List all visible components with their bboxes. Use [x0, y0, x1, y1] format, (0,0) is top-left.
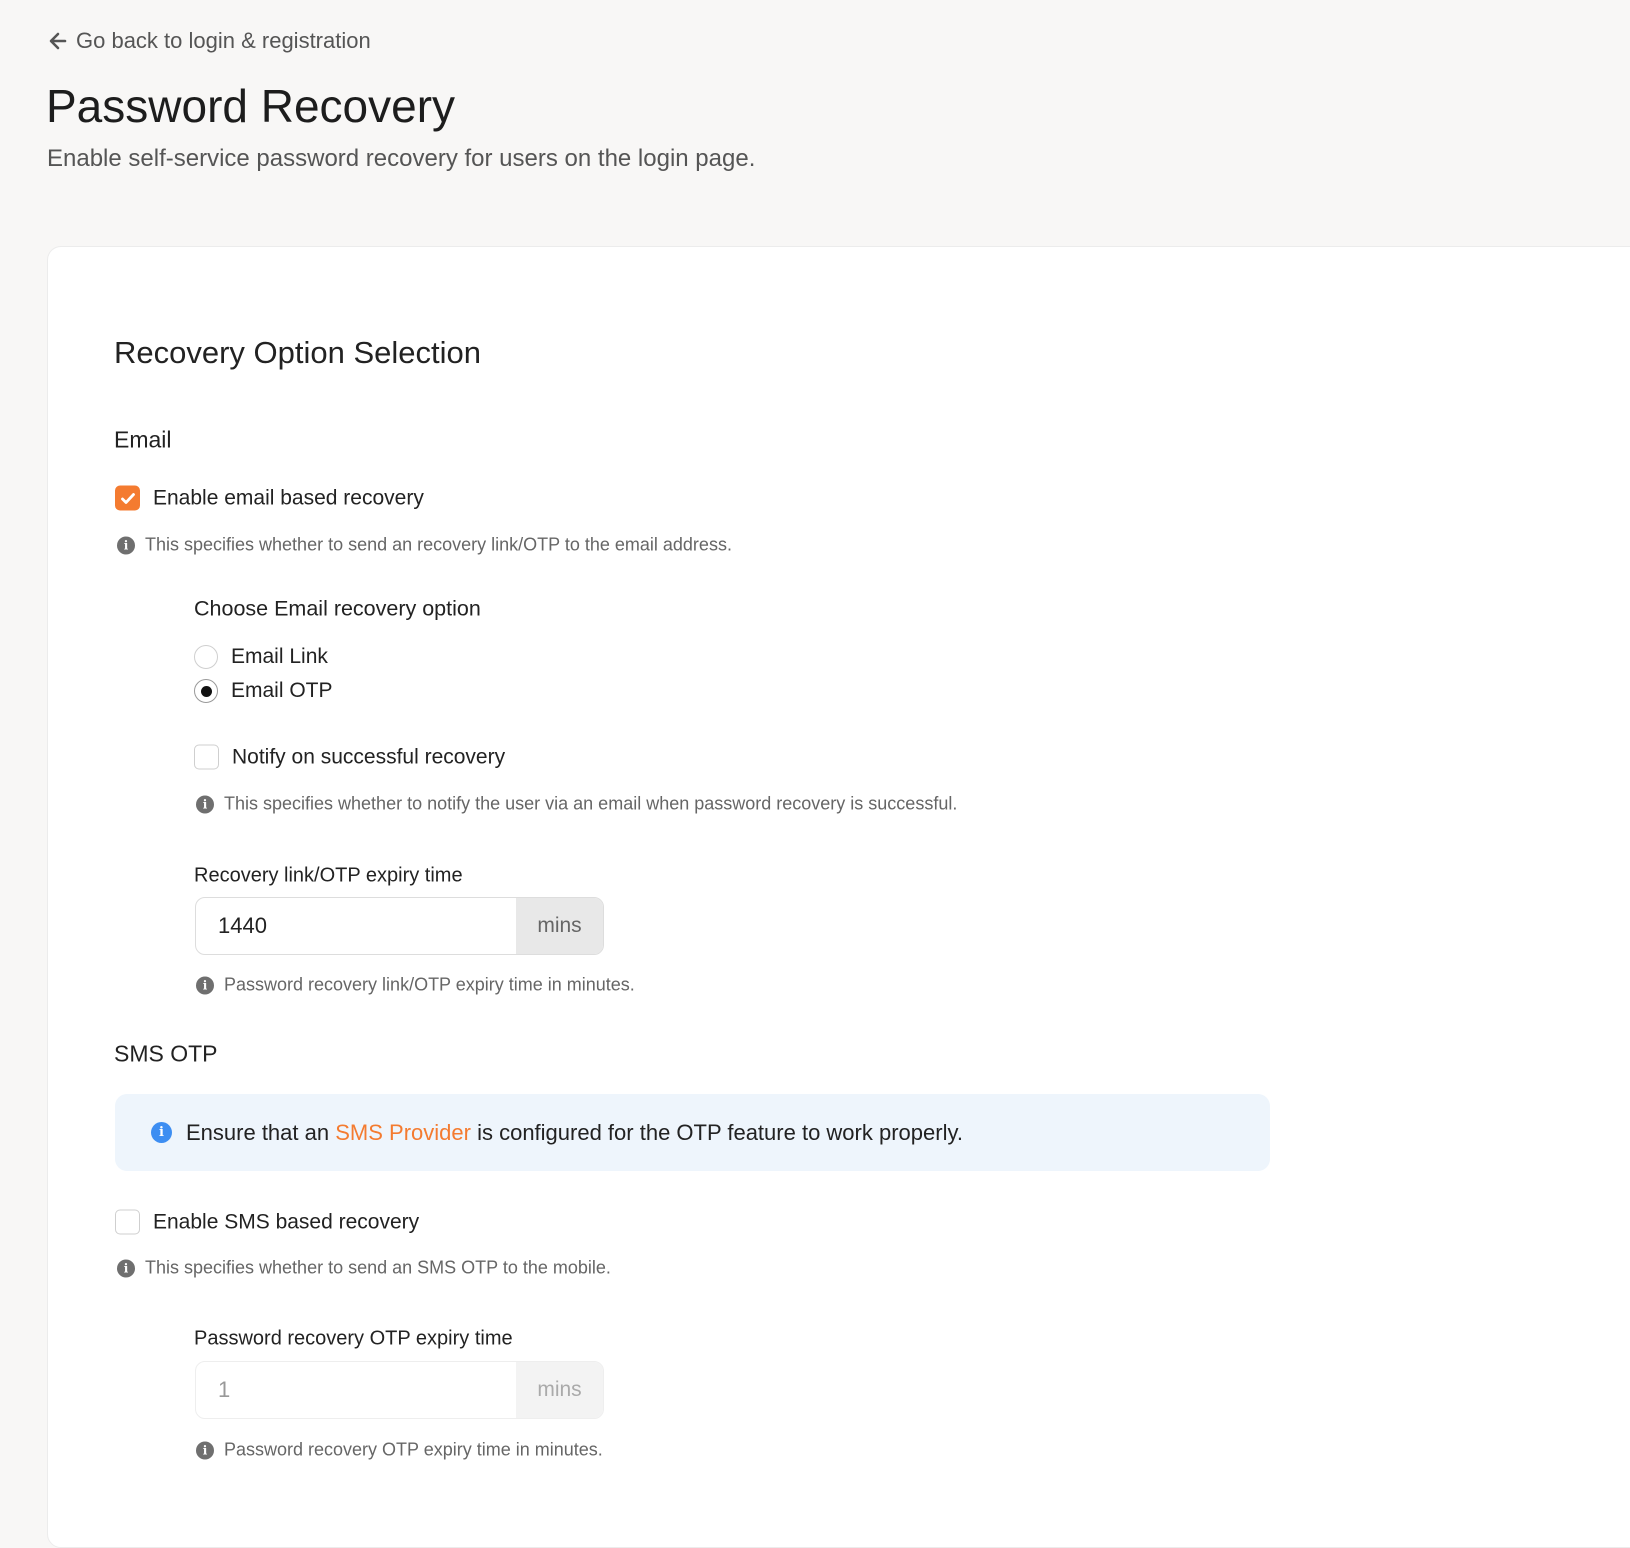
radio-label: Email Link	[231, 645, 328, 668]
banner-text	[186, 1120, 963, 1146]
hint-text: Password recovery OTP expiry time in minutes.	[224, 1439, 603, 1460]
email-expiry-label: Recovery link/OTP expiry time	[194, 864, 463, 887]
banner-suffix: is configured for the OTP feature to work properly.	[477, 1119, 963, 1145]
back-link-label: Go back to login & registration	[76, 28, 371, 53]
sms-expiry-input-group	[195, 1361, 604, 1419]
radio-label: Email OTP	[231, 679, 333, 702]
email-section-title: Email	[114, 426, 172, 453]
sms-section-title: SMS OTP	[114, 1040, 218, 1067]
notify-label: Notify on successful recovery	[232, 745, 506, 768]
email-expiry-input-group	[195, 897, 604, 955]
banner-prefix: Ensure that an	[186, 1119, 330, 1145]
notify-hint	[196, 794, 957, 815]
email-option-title: Choose Email recovery option	[194, 596, 481, 621]
sms-provider-link[interactable]: SMS Provider	[335, 1119, 471, 1145]
email-expiry-hint	[196, 975, 635, 996]
back-link[interactable]	[48, 28, 371, 54]
page-subtitle: Enable self-service password recovery for users on the login page.	[47, 145, 756, 172]
sms-provider-banner	[115, 1094, 1270, 1171]
info-icon: i	[117, 1259, 135, 1277]
sms-expiry-hint	[196, 1440, 603, 1461]
radio-button[interactable]	[194, 679, 218, 703]
sms-expiry-unit: mins	[516, 1362, 603, 1418]
info-icon: i	[196, 1441, 214, 1459]
enable-email-hint	[117, 535, 732, 556]
radio-email-otp[interactable]	[194, 679, 333, 703]
hint-text: This specifies whether to send an recovery link/OTP to the email address.	[145, 534, 732, 555]
arrow-left-icon	[48, 31, 68, 51]
notify-checkbox[interactable]	[194, 745, 219, 770]
radio-button[interactable]	[194, 645, 218, 669]
page-title: Password Recovery	[46, 80, 456, 132]
info-icon: i	[117, 536, 135, 554]
enable-sms-label: Enable SMS based recovery	[153, 1210, 420, 1233]
card-heading: Recovery Option Selection	[114, 335, 482, 370]
sms-expiry-label: Password recovery OTP expiry time	[194, 1327, 513, 1350]
email-expiry-unit: mins	[516, 898, 603, 954]
enable-sms-checkbox[interactable]	[115, 1210, 140, 1235]
hint-text: This specifies whether to send an SMS OTP to the mobile.	[145, 1257, 611, 1278]
sms-expiry-input[interactable]	[196, 1362, 516, 1418]
info-icon: i	[196, 795, 214, 813]
email-expiry-input[interactable]	[196, 898, 516, 954]
info-icon: i	[151, 1122, 172, 1143]
enable-email-checkbox[interactable]	[115, 486, 140, 511]
check-icon	[120, 490, 136, 506]
enable-sms-checkbox-row[interactable]	[115, 1210, 419, 1235]
info-icon: i	[196, 976, 214, 994]
enable-sms-hint	[117, 1258, 611, 1279]
enable-email-checkbox-row[interactable]	[115, 486, 424, 511]
hint-text: This specifies whether to notify the user via an email when password recovery is successful.	[224, 793, 958, 814]
enable-email-label: Enable email based recovery	[153, 486, 424, 509]
hint-text: Password recovery link/OTP expiry time in minutes.	[224, 974, 635, 995]
radio-email-link[interactable]	[194, 645, 328, 669]
notify-checkbox-row[interactable]	[194, 745, 505, 770]
